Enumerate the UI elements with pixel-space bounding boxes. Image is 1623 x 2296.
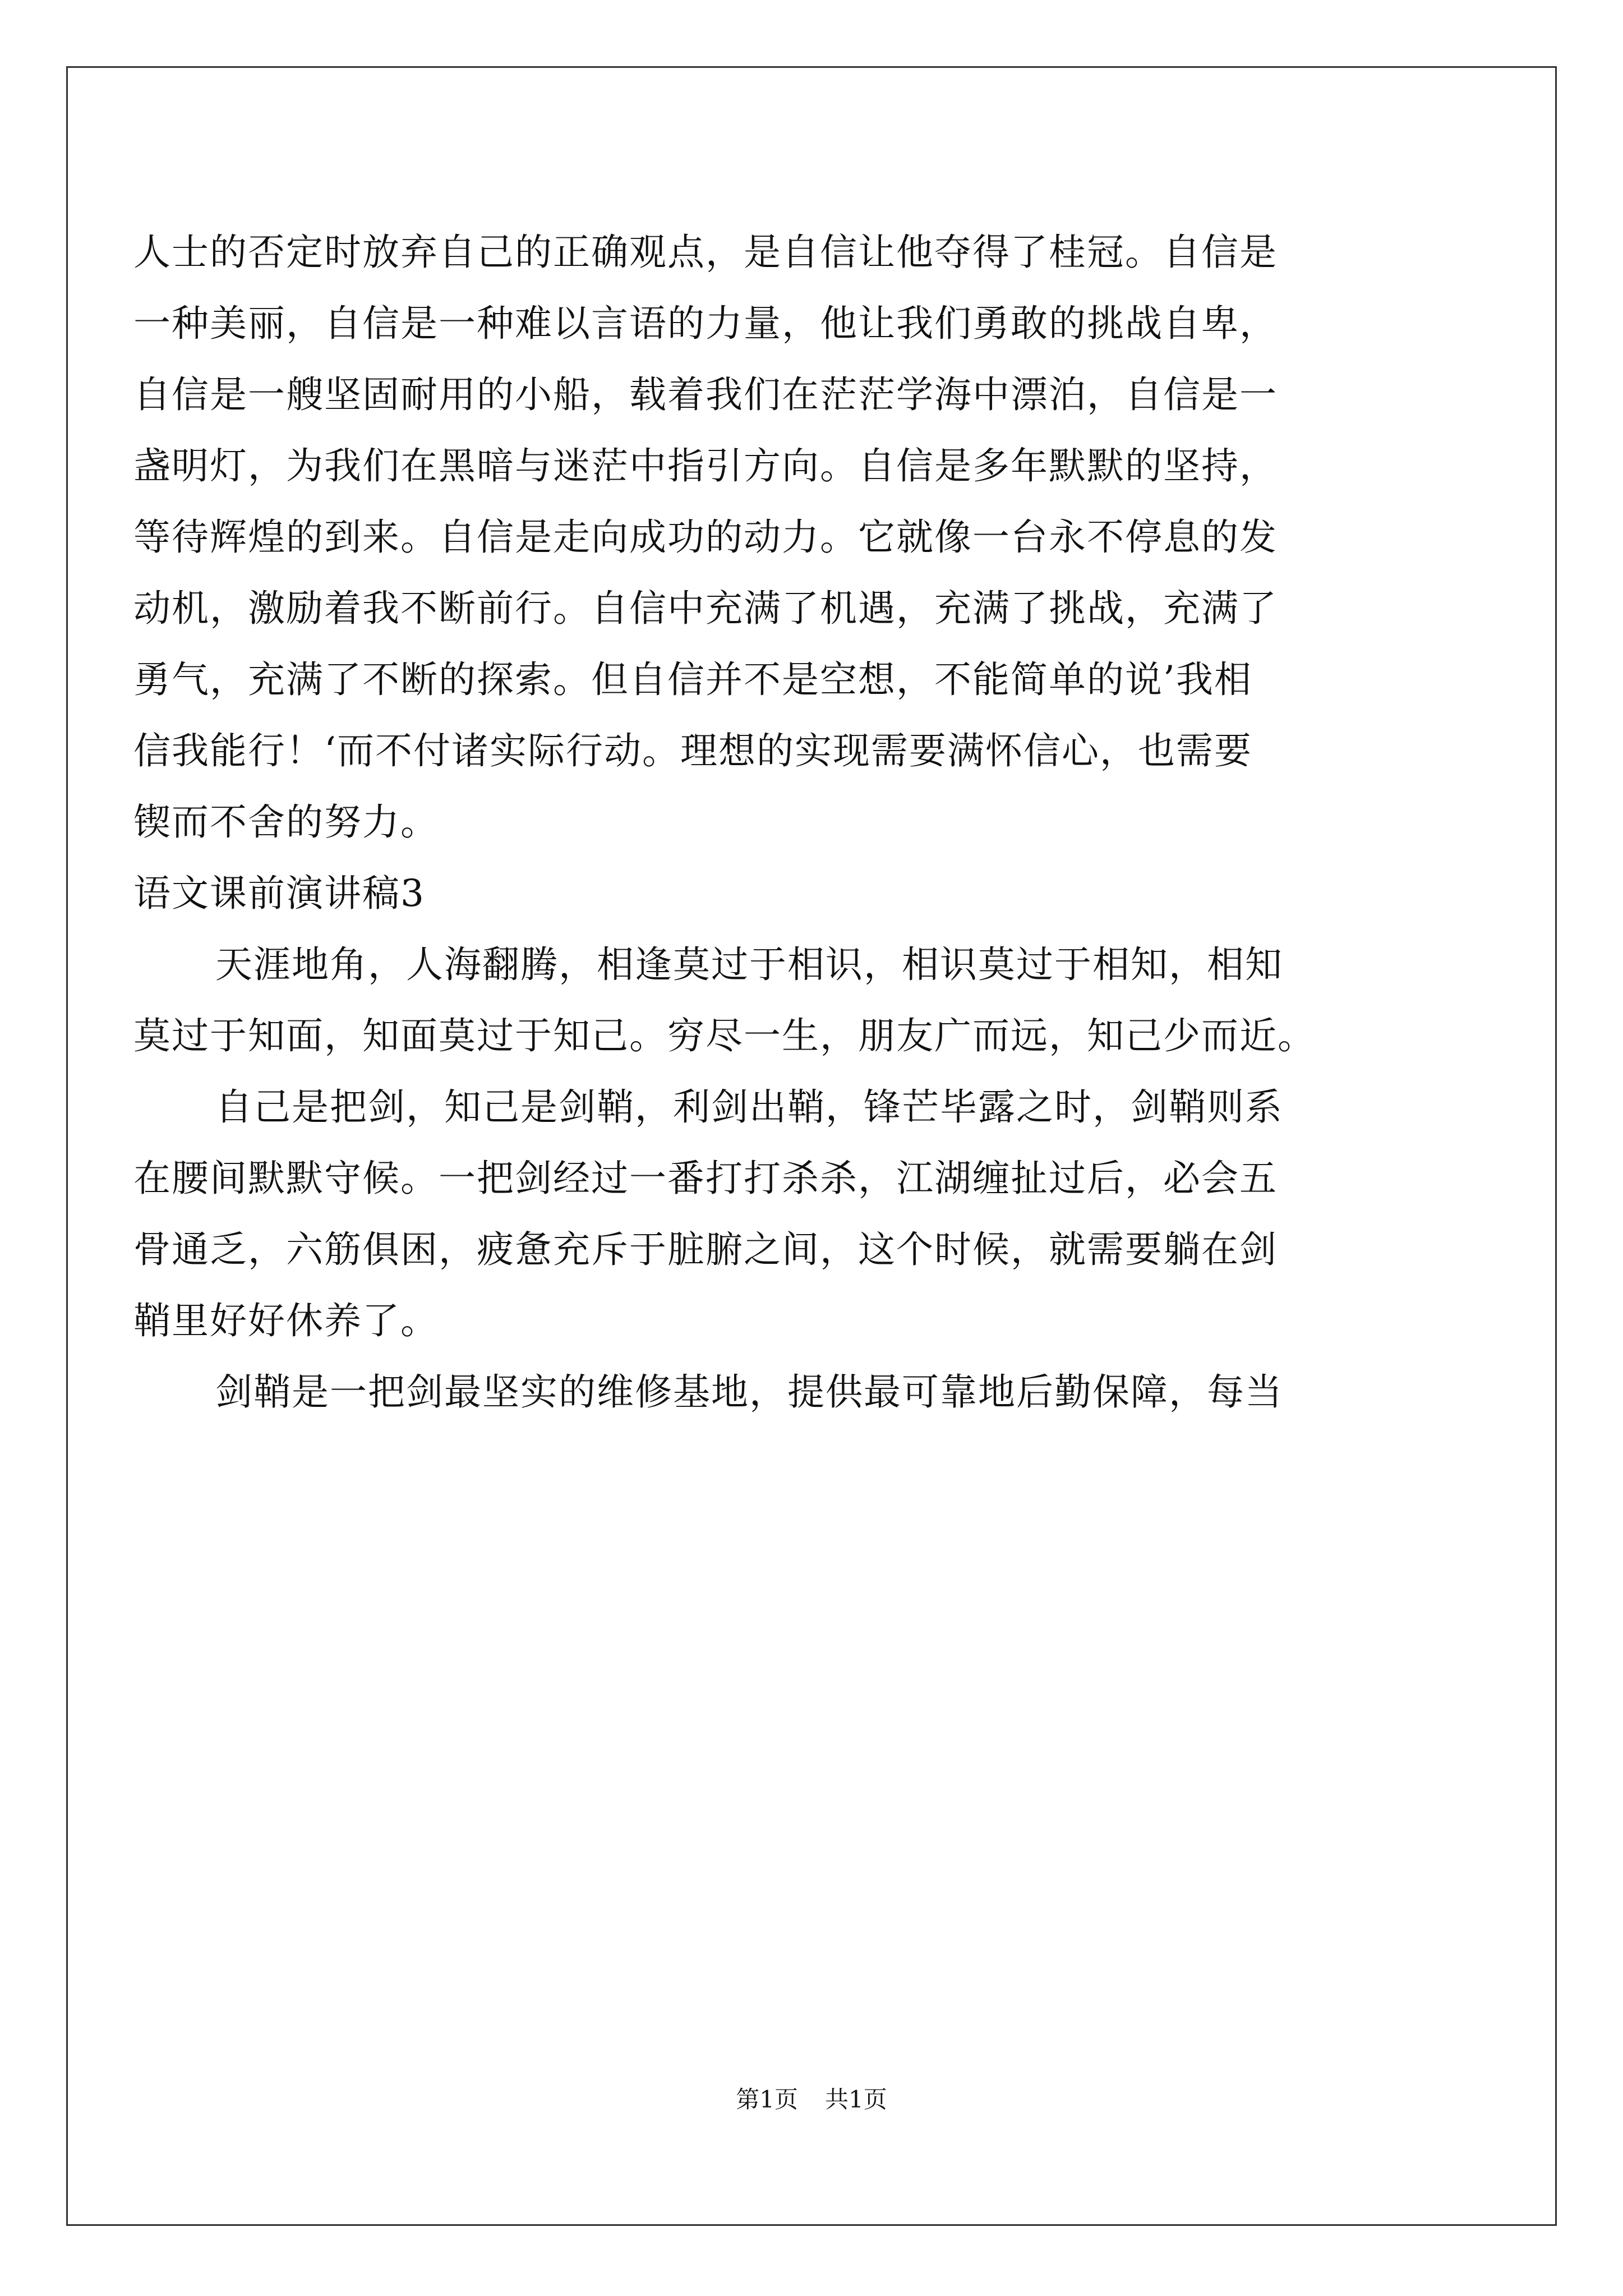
text-line: 剑鞘是一把剑最坚实的维修基地，提供最可靠地后勤保障，每当 bbox=[215, 1370, 1283, 1414]
text-line: 人士的否定时放弃自己的正确观点，是自信让他夺得了桂冠。自信是 bbox=[133, 231, 1278, 274]
text-line: 鞘里好好休养了。 bbox=[133, 1299, 439, 1342]
section-heading: 语文课前演讲稿3 bbox=[133, 872, 425, 915]
text-line: 在腰间默默守候。一把剑经过一番打打杀杀，江湖缠扯过后，必会五 bbox=[133, 1157, 1278, 1200]
text-line: 自信是一艘坚固耐用的小船，载着我们在茫茫学海中漂泊，自信是一 bbox=[133, 373, 1278, 416]
text-line: 盏明灯，为我们在黑暗与迷茫中指引方向。自信是多年默默的坚持， bbox=[133, 444, 1278, 487]
page-footer bbox=[0, 2083, 1623, 2116]
page-number-current: 第1页 bbox=[736, 2086, 798, 2113]
text-line: 信我能行！‘而不付诸实际行动。理想的实现需要满怀信心，也需要 bbox=[133, 729, 1252, 772]
text-line: 等待辉煌的到来。自信是走向成功的动力。它就像一台永不停息的发 bbox=[133, 516, 1278, 559]
text-line: 骨通乏，六筋俱困，疲惫充斥于脏腑之间，这个时候，就需要躺在剑 bbox=[133, 1228, 1278, 1271]
text-line: 动机，激励着我不断前行。自信中充满了机遇，充满了挑战，充满了 bbox=[133, 587, 1278, 630]
text-line: 天涯地角，人海翻腾，相逢莫过于相识，相识莫过于相知，相知 bbox=[215, 943, 1283, 986]
text-line: 锲而不舍的努力。 bbox=[133, 800, 439, 844]
text-line: 勇气，充满了不断的探索。但自信并不是空想，不能简单的说’我相 bbox=[133, 658, 1252, 701]
text-line: 莫过于知面，知面莫过于知己。穷尽一生，朋友广而远，知己少而近。 bbox=[133, 1014, 1316, 1057]
text-line: 一种美丽，自信是一种难以言语的力量，他让我们勇敢的挑战自卑， bbox=[133, 302, 1278, 345]
page-number-total: 共1页 bbox=[825, 2086, 887, 2113]
text-line: 自己是把剑，知己是剑鞘，利剑出鞘，锋芒毕露之时，剑鞘则系 bbox=[215, 1085, 1283, 1129]
